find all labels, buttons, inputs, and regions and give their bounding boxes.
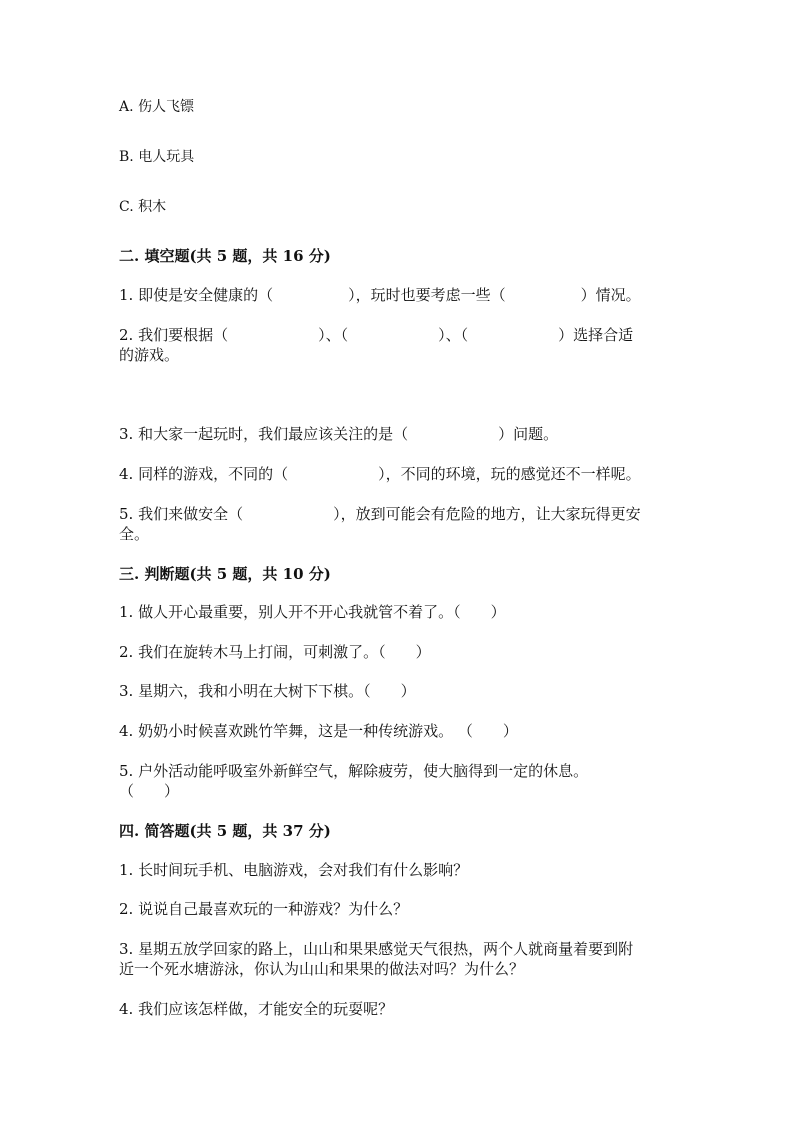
short-question-3-line-2: 近一个死水塘游泳，你认为山山和果果的做法对吗？为什么？ — [119, 960, 525, 978]
section-heading-judgement: 三. 判断题(共 5 题，共 10 分) — [119, 565, 331, 583]
section-heading-fill-in: 二. 填空题(共 5 题，共 16 分) — [119, 247, 331, 265]
option-a: A. 伤人飞镖 — [119, 99, 195, 115]
short-question-2: 2. 说说自己最喜欢玩的一种游戏？为什么？ — [119, 900, 409, 918]
fill-question-2-line-1: 2. 我们要根据（ ）、（ ）、（ ）选择合适 — [119, 326, 634, 344]
short-question-4: 4. 我们应该怎样做，才能安全的玩耍呢？ — [119, 1000, 394, 1018]
fill-question-3: 3. 和大家一起玩时，我们最应该关注的是（ ）问题。 — [119, 425, 559, 443]
fill-question-1: 1. 即使是安全健康的（ ），玩时也要考虑一些（ ）情况。 — [119, 286, 641, 304]
option-c: C. 积木 — [119, 199, 167, 215]
section-heading-short-answer: 四. 简答题(共 5 题，共 37 分) — [119, 822, 331, 840]
fill-question-5-line-2: 全。 — [119, 525, 150, 543]
fill-question-4: 4. 同样的游戏，不同的（ ），不同的环境，玩的感觉还不一样呢。 — [119, 465, 641, 483]
judge-question-2: 2. 我们在旋转木马上打闹，可刺激了。（ ） — [119, 643, 431, 661]
judge-question-3: 3. 星期六，我和小明在大树下下棋。（ ） — [119, 682, 416, 700]
fill-question-5-line-1: 5. 我们来做安全（ ），放到可能会有危险的地方，让大家玩得更安 — [119, 505, 641, 523]
fill-question-2-line-2: 的游戏。 — [119, 346, 180, 364]
judge-question-5-line-2: （ ） — [119, 782, 180, 800]
short-question-3-line-1: 3. 星期五放学回家的路上，山山和果果感觉天气很热，两个人就商量着要到附 — [119, 940, 634, 958]
judge-question-5-line-1: 5. 户外活动能呼吸室外新鲜空气，解除疲劳，使大脑得到一定的休息。 — [119, 762, 589, 780]
short-question-1: 1. 长时间玩手机、电脑游戏，会对我们有什么影响？ — [119, 861, 469, 879]
judge-question-4: 4. 奶奶小时候喜欢跳竹竿舞，这是一种传统游戏。 （ ） — [119, 722, 518, 740]
option-b: B. 电人玩具 — [119, 149, 195, 165]
judge-question-1: 1. 做人开心最重要，别人开不开心我就管不着了。（ ） — [119, 603, 506, 621]
